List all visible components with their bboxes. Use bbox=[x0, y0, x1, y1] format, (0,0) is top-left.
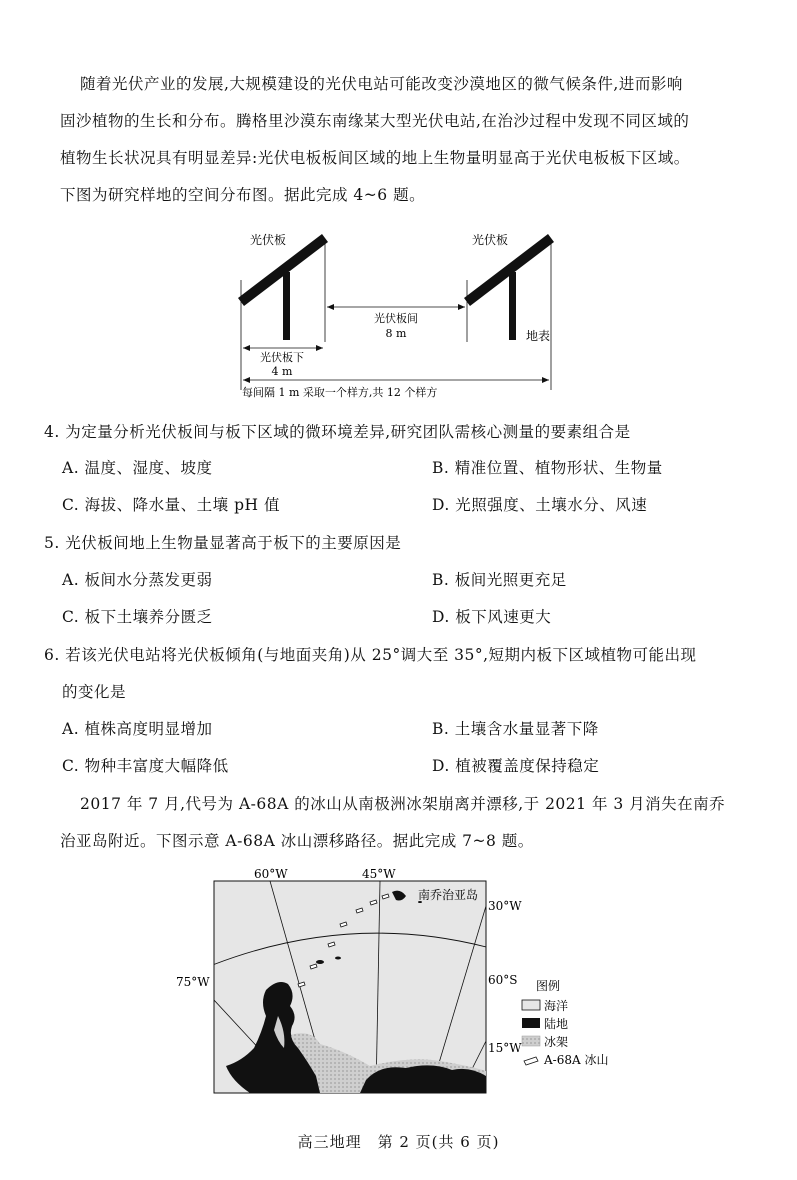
gap-label: 光伏板间 bbox=[374, 312, 418, 325]
page-footer: 高三地理 第 2 页(共 6 页) bbox=[297, 1133, 500, 1151]
lon-45w-label: 45°W bbox=[362, 867, 396, 881]
lat-60s-label: 60°S bbox=[488, 973, 518, 987]
intro1-line1: 随着光伏产业的发展,大规模建设的光伏电站可能改变沙漠地区的微气候条件,进而影响 bbox=[80, 75, 683, 93]
q6-option-c: C. 物种丰富度大幅降低 bbox=[62, 757, 229, 775]
legend-ocean-label: 海洋 bbox=[544, 999, 569, 1013]
legend-land-label: 陆地 bbox=[544, 1017, 569, 1031]
gap-value: 8 m bbox=[385, 327, 407, 340]
intro1-line4: 下图为研究样地的空间分布图。据此完成 4~6 题。 bbox=[60, 186, 426, 204]
arrow-head bbox=[243, 377, 250, 383]
q5-option-a: A. 板间水分蒸发更弱 bbox=[62, 571, 213, 589]
q6-option-b: B. 土壤含水量显著下降 bbox=[432, 720, 599, 738]
legend-land-swatch bbox=[522, 1018, 540, 1028]
q4-option-d: D. 光照强度、土壤水分、风速 bbox=[432, 496, 648, 514]
legend-iceberg-icon bbox=[524, 1057, 538, 1065]
panel-left-label: 光伏板 bbox=[250, 233, 287, 247]
arrow-head bbox=[327, 304, 334, 310]
legend-iceshelf-swatch bbox=[522, 1036, 540, 1046]
legend-ocean-swatch bbox=[522, 1000, 540, 1010]
q5-stem: 5. 光伏板间地上生物量显著高于板下的主要原因是 bbox=[44, 534, 402, 552]
arrow-head bbox=[243, 345, 250, 351]
island bbox=[316, 960, 324, 964]
map-legend bbox=[522, 978, 608, 1067]
panel-left-post bbox=[283, 272, 290, 340]
legend-iceshelf-label: 冰架 bbox=[544, 1035, 569, 1049]
q5-option-b: B. 板间光照更充足 bbox=[432, 571, 567, 589]
q4-stem: 4. 为定量分析光伏板间与板下区域的微环境差异,研究团队需核心测量的要素组合是 bbox=[44, 423, 631, 441]
island-label: 南乔治亚岛 bbox=[418, 888, 479, 902]
arrow-head bbox=[542, 377, 549, 383]
intro2-line1: 2017 年 7 月,代号为 A-68A 的冰山从南极洲冰架崩离并漂移,于 2021 年 3 月消失在南乔 bbox=[80, 795, 726, 813]
legend-iceberg-label: A-68A 冰山 bbox=[544, 1053, 609, 1067]
under-value: 4 m bbox=[271, 365, 293, 378]
q6-stem-line2: 的变化是 bbox=[62, 683, 127, 701]
q6-stem-line1: 6. 若该光伏电站将光伏板倾角(与地面夹角)从 25°调大至 35°,短期内板下区域植物可能出现 bbox=[44, 646, 697, 664]
under-label: 光伏板下 bbox=[260, 351, 304, 364]
legend-title: 图例 bbox=[536, 979, 561, 993]
q6-option-a: A. 植株高度明显增加 bbox=[62, 720, 213, 738]
arrow-head bbox=[316, 345, 323, 351]
sampling-note: 每间隔 1 m 采取一个样方,共 12 个样方 bbox=[242, 386, 438, 399]
panel-right-label: 光伏板 bbox=[472, 233, 509, 247]
intro2-line2: 治亚岛附近。下图示意 A-68A 冰山漂移路径。据此完成 7~8 题。 bbox=[60, 832, 534, 850]
q4-option-c: C. 海拔、降水量、土壤 pH 值 bbox=[62, 496, 280, 514]
q6-option-d: D. 植被覆盖度保持稳定 bbox=[432, 757, 600, 775]
q5-option-d: D. 板下风速更大 bbox=[432, 608, 552, 626]
q4-option-b: B. 精准位置、植物形状、生物量 bbox=[432, 459, 663, 477]
q4-option-a: A. 温度、湿度、坡度 bbox=[62, 459, 213, 477]
lon-75w-label: 75°W bbox=[176, 975, 210, 989]
solar-panel-figure bbox=[230, 220, 570, 405]
arrow-head bbox=[458, 304, 465, 310]
lon-15w-label: 15°W bbox=[488, 1041, 522, 1055]
ground-label: 地表 bbox=[526, 329, 551, 343]
panel-right-post bbox=[509, 272, 516, 340]
q5-option-c: C. 板下土壤养分匮乏 bbox=[62, 608, 213, 626]
iceberg-drift-map bbox=[170, 866, 640, 1101]
island bbox=[335, 957, 341, 960]
lon-30w-label: 30°W bbox=[488, 899, 522, 913]
lon-60w-label: 60°W bbox=[254, 867, 288, 881]
intro1-line2: 固沙植物的生长和分布。腾格里沙漠东南缘某大型光伏电站,在治沙过程中发现不同区域的 bbox=[60, 112, 690, 130]
intro1-line3: 植物生长状况具有明显差异:光伏电板板间区域的地上生物量明显高于光伏电板板下区域。 bbox=[60, 149, 690, 167]
